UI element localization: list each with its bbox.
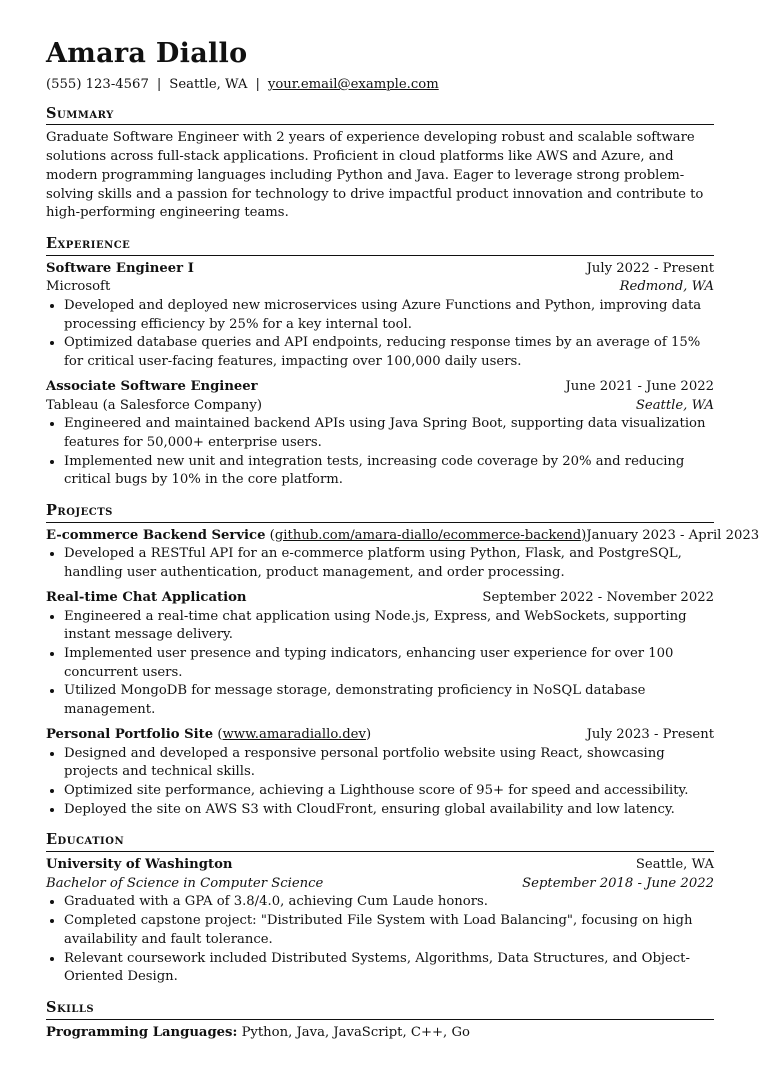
project-entry: E-commerce Backend Service (github.com/amara-diallo/ecommerce-backend) January 2023 - April 2023 • Developed a RESTful API for an e-commerce platform using Python, Flask, and PostgreSQL, handling user authentication, product management, and order processing.: [46, 527, 714, 583]
project-name: Personal Portfolio Site: [46, 726, 214, 742]
project-name: E-commerce Backend Service: [46, 527, 266, 543]
bullet-item: • Engineered a real-time chat application using Node.js, Express, and WebSockets, supporting instant message delivery.: [64, 608, 714, 645]
project-bullets: [46, 745, 714, 820]
bullet-item: • Completed capstone project: "Distributed File System with Load Balancing", focusing on high availability and fault tolerance.: [64, 912, 714, 949]
project-name: Real-time Chat Application: [46, 589, 247, 605]
location: Seattle, WA: [169, 77, 248, 92]
contact-line: [46, 76, 714, 95]
bullet-item: • Relevant coursework included Distributed Systems, Algorithms, Data Structures, and Object-Oriented Design.: [64, 950, 714, 987]
education-entry: [46, 856, 714, 987]
bullet-item: • Developed and deployed new microservices using Azure Functions and Python, improving data processing efficiency by 25% for a key internal tool.: [64, 297, 714, 334]
job-dates: July 2022 - Present: [586, 260, 714, 276]
bullet-item: • Engineered and maintained backend APIs using Java Spring Boot, supporting data visualization features for 50,000+ enterprise users.: [64, 415, 714, 452]
section-title-education: Education: [46, 831, 714, 852]
bullet-item: • Optimized site performance, achieving a Lighthouse score of 95+ for speed and accessibility.: [64, 782, 714, 801]
school-name: University of Washington: [46, 857, 233, 873]
school-location: Seattle, WA: [635, 857, 714, 873]
job-location: Redmond, WA: [619, 279, 714, 295]
project-link[interactable]: www.amaradiallo.dev: [222, 726, 366, 742]
project-link[interactable]: github.com/amara-diallo/ecommerce-backend: [274, 527, 582, 543]
job-dates: June 2021 - June 2022: [565, 378, 714, 394]
project-dates: January 2023 - April 2023: [586, 527, 760, 543]
job-bullets: [46, 297, 714, 372]
email-link[interactable]: your.email@example.com: [267, 77, 439, 92]
bullet-item: • Implemented user presence and typing indicators, enhancing user experience for over 100 concurrent users.: [64, 645, 714, 682]
job-location: Seattle, WA: [635, 397, 714, 413]
candidate-name: Amara Diallo: [46, 38, 248, 69]
phone: (555) 123-4567: [46, 77, 149, 92]
bullet-item: • Utilized MongoDB for message storage, demonstrating proficiency in NoSQL database management.: [64, 682, 714, 719]
degree: Bachelor of Science in Computer Science: [46, 875, 324, 891]
project-bullets: [46, 545, 714, 582]
education-bullets: [46, 893, 714, 987]
project-entry: [46, 589, 714, 720]
project-dates: July 2023 - Present: [586, 726, 714, 742]
section-title-skills: Skills: [46, 999, 714, 1020]
skills-row: [46, 1024, 714, 1043]
contact-separator: |: [255, 77, 260, 92]
bullet-item: • Graduated with a GPA of 3.8/4.0, achieving Cum Laude honors.: [64, 893, 714, 912]
experience-entry: [46, 378, 714, 490]
bullet-item: • Designed and developed a responsive personal portfolio website using React, showcasing projects and technical skills.: [64, 745, 714, 782]
bullet-item: • Deployed the site on AWS S3 with CloudFront, ensuring global availability and low latency.: [64, 801, 714, 820]
skills-label: Programming Languages:: [46, 1024, 238, 1040]
project-entry: Personal Portfolio Site (www.amaradiallo.dev) July 2023 - Present • Designed and developed a responsive personal portfolio website using React, showcasing projects and technical skills. • Optimized site performance, achieving a Lighthouse score of 95+ for speed and accessibility. • Deployed the site on AWS S3 with CloudFront, ensuring global availability and low latency.: [46, 726, 714, 820]
project-dates: September 2022 - November 2022: [482, 589, 714, 605]
job-company: Tableau (a Salesforce Company): [46, 397, 262, 413]
job-company: Microsoft: [46, 279, 111, 295]
section-title-summary: Summary: [46, 105, 714, 126]
bullet-item: • Optimized database queries and API endpoints, reducing response times by an average of 15% for critical user-facing features, impacting over 100,000 daily users.: [64, 334, 714, 371]
bullet-item: • Implemented new unit and integration tests, increasing code coverage by 20% and reducing critical bugs by 10% in the core platform.: [64, 453, 714, 490]
job-bullets: [46, 415, 714, 490]
summary-text: Graduate Software Engineer with 2 years of experience developing robust and scalable software solutions across full-stack applications. Proficient in cloud platforms like AWS and Azure, and modern programming languages including Python and Java. Eager to leverage strong problem-solving skills and a passion for technology to drive impactful product innovation and contribute to high-performing engineering teams.: [46, 130, 704, 221]
skills-value: Python, Java, JavaScript, C++, Go: [241, 1024, 470, 1040]
experience-entry: [46, 260, 714, 372]
job-role: Software Engineer I: [46, 260, 194, 276]
project-bullets: [46, 608, 714, 720]
contact-separator: |: [156, 77, 162, 92]
job-role: Associate Software Engineer: [46, 378, 258, 394]
education-dates: September 2018 - June 2022: [522, 875, 714, 891]
section-title-projects: Projects: [46, 502, 714, 523]
bullet-item: • Developed a RESTful API for an e-commerce platform using Python, Flask, and PostgreSQL, handling user authentication, product management, and order processing.: [64, 545, 714, 582]
section-title-experience: Experience: [46, 235, 714, 256]
